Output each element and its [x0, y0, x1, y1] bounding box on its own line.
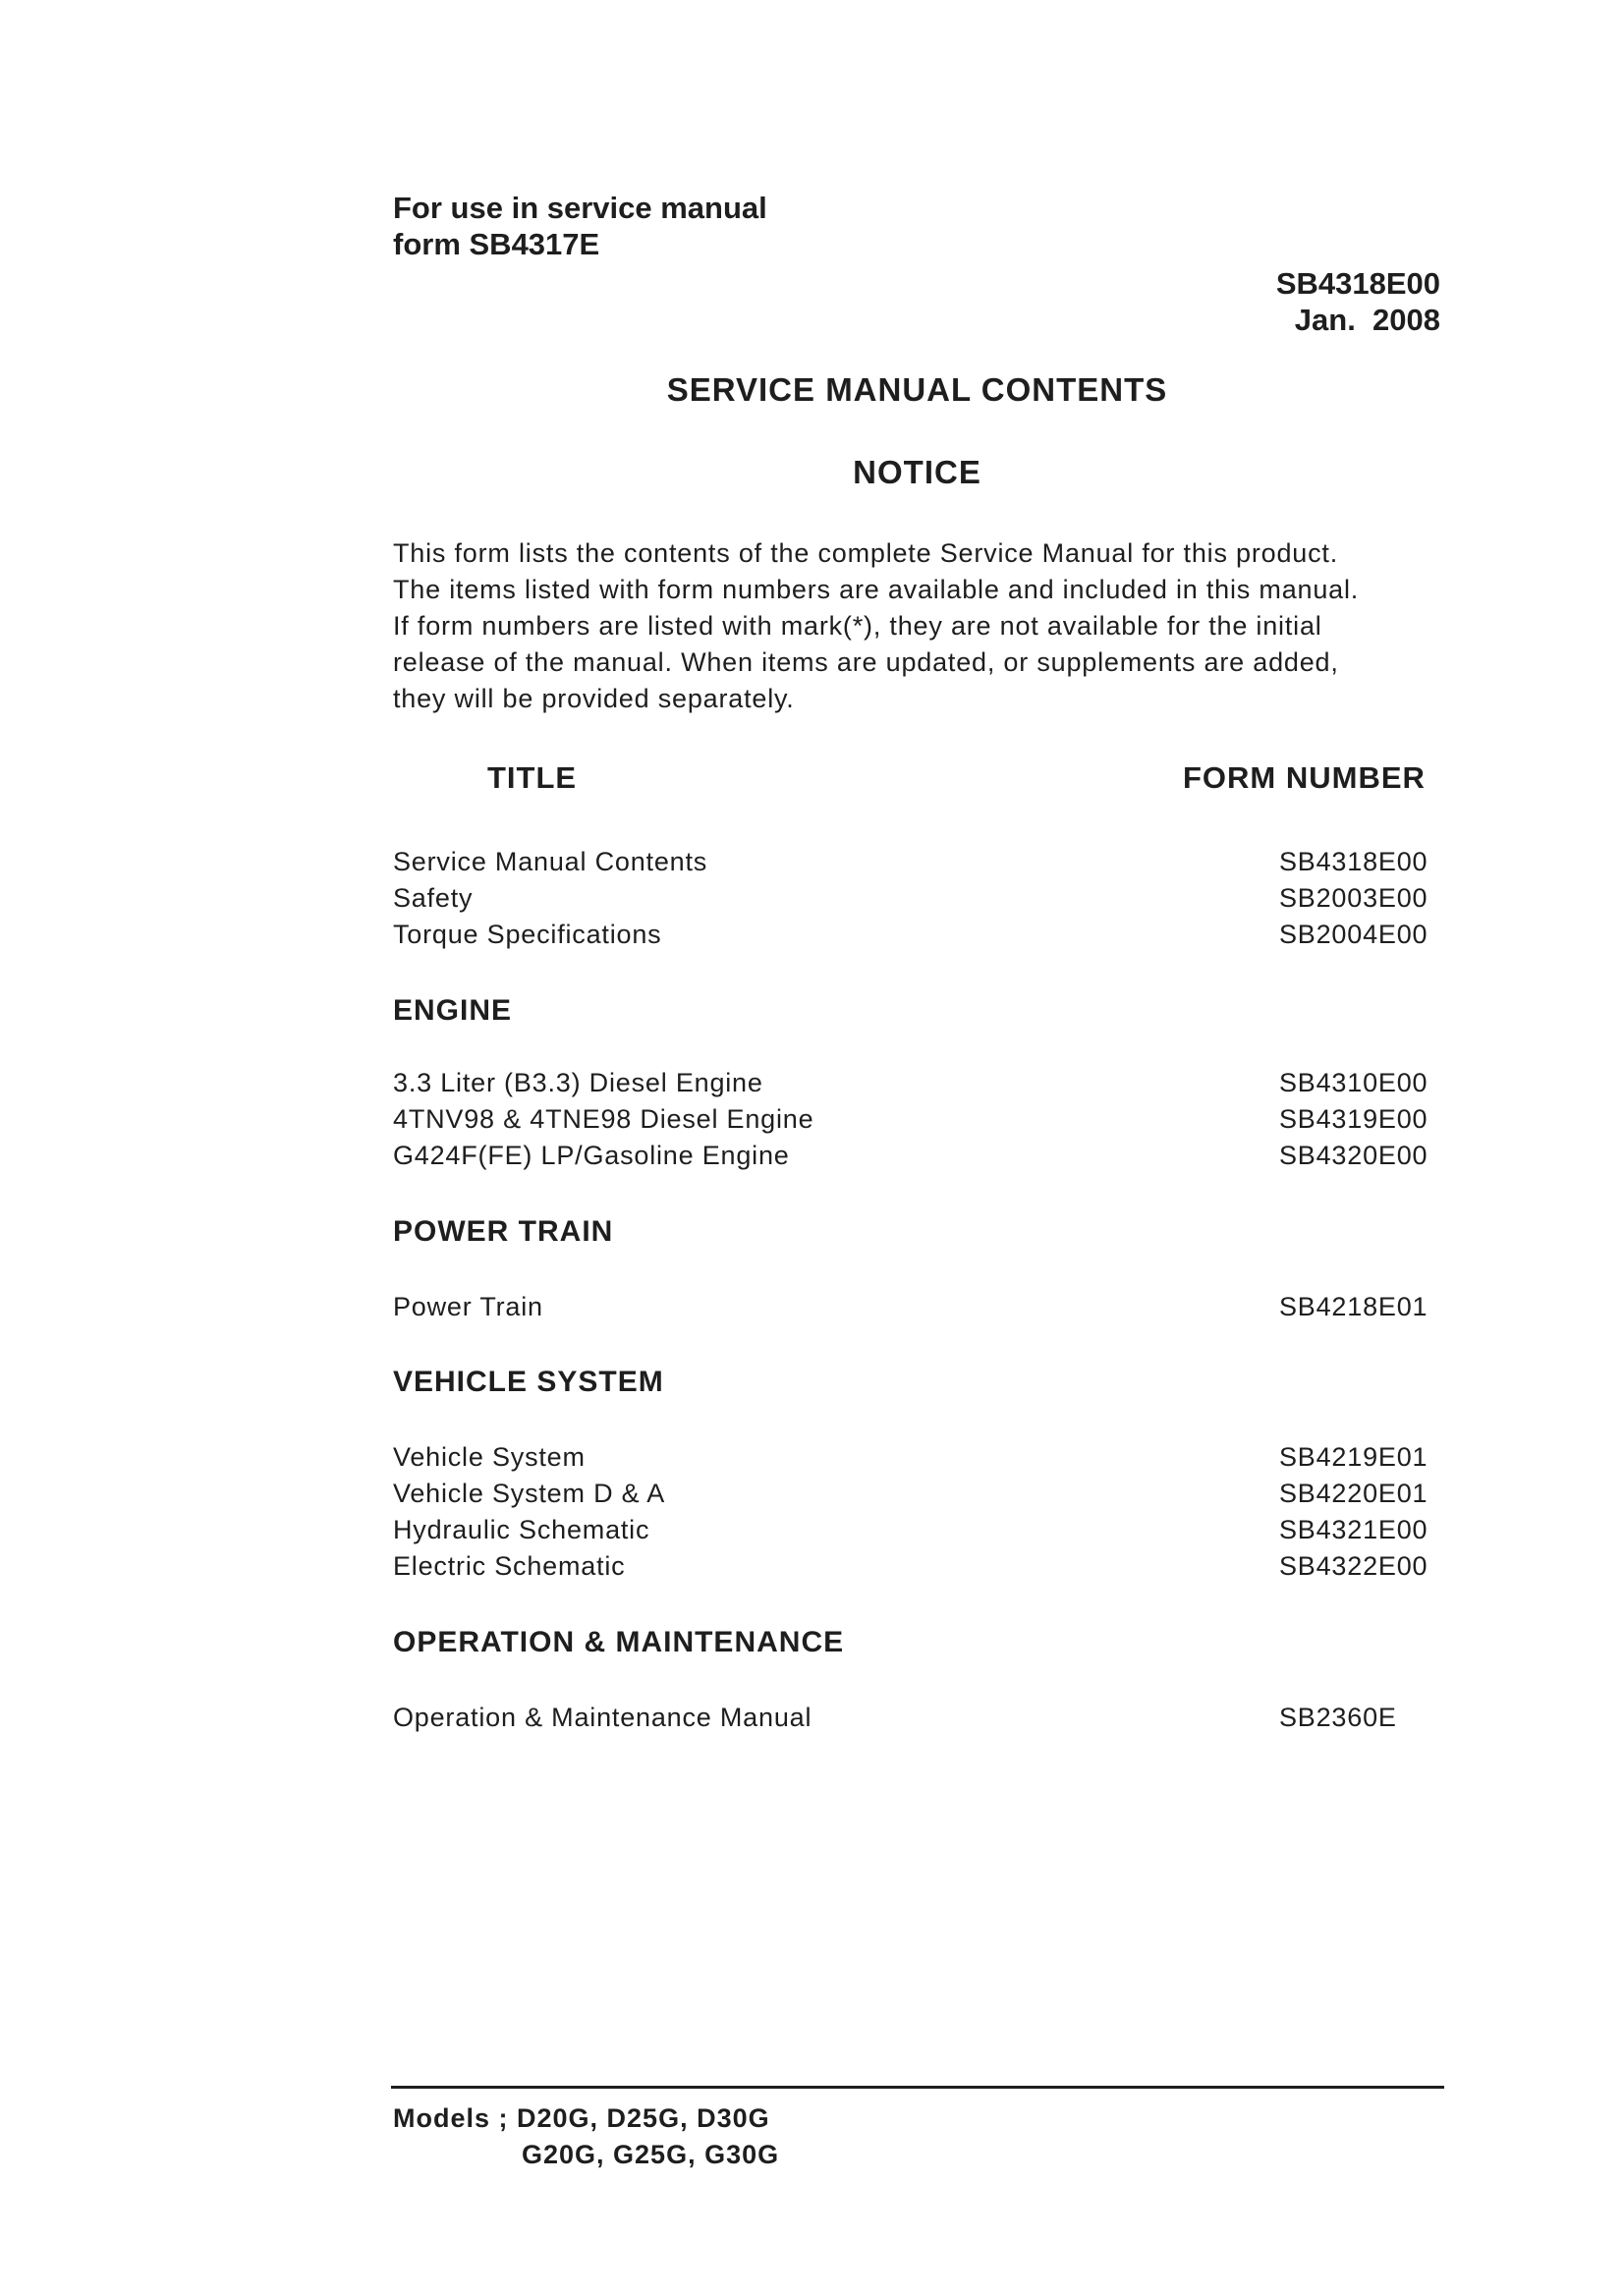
- header-line-1: For use in service manual: [393, 191, 767, 225]
- section-heading-engine: ENGINE: [393, 994, 513, 1027]
- list-item: [393, 1141, 1436, 1177]
- item-form-number: SB4310E00: [1279, 1068, 1428, 1097]
- footer-divider: [391, 2086, 1444, 2089]
- document-id-block: [1276, 265, 1440, 338]
- item-form-number: SB2360E: [1279, 1703, 1397, 1732]
- item-form-number: SB4219E01: [1279, 1442, 1428, 1472]
- notice-heading: NOTICE: [853, 454, 981, 490]
- document-date: Jan. 2008: [1294, 303, 1440, 337]
- document-number: SB4318E00: [1275, 266, 1440, 301]
- item-title: Electric Schematic: [393, 1551, 626, 1581]
- item-form-number: SB4321E00: [1279, 1515, 1428, 1544]
- notice-text: [393, 535, 1454, 717]
- notice-line: If form numbers are listed with mark(*), they are not available for the initial: [393, 611, 1322, 641]
- item-title: Vehicle System D & A: [393, 1479, 666, 1508]
- header-block: [393, 190, 767, 262]
- list-item: [393, 1292, 1436, 1328]
- notice-line: release of the manual. When items are updated, or supplements are added,: [393, 647, 1339, 677]
- item-form-number: SB4218E01: [1279, 1292, 1428, 1321]
- list-item: [393, 1515, 1436, 1551]
- models-block: [393, 2100, 779, 2173]
- item-title: Operation & Maintenance Manual: [393, 1703, 812, 1732]
- item-title: Hydraulic Schematic: [393, 1515, 650, 1544]
- page-title: SERVICE MANUAL CONTENTS: [666, 371, 1168, 408]
- list-item: [393, 1068, 1436, 1104]
- list-item: [393, 847, 1436, 883]
- header-line-2: form SB4317E: [393, 227, 600, 261]
- item-title: G424F(FE) LP/Gasoline Engine: [393, 1141, 790, 1170]
- item-form-number: SB2003E00: [1279, 883, 1428, 913]
- notice-line: This form lists the contents of the complete Service Manual for this product.: [393, 538, 1338, 568]
- item-form-number: SB4319E00: [1279, 1104, 1428, 1134]
- models-line-2: G20G, G25G, G30G: [522, 2140, 780, 2169]
- item-form-number: SB4220E01: [1279, 1479, 1428, 1508]
- section-heading-power-train: POWER TRAIN: [393, 1215, 614, 1248]
- item-title: Power Train: [393, 1292, 543, 1321]
- section-heading-operation-maintenance: OPERATION & MAINTENANCE: [393, 1626, 845, 1658]
- list-item: [393, 1551, 1436, 1588]
- item-form-number: SB4322E00: [1279, 1551, 1428, 1581]
- models-line-1: Models ; D20G, D25G, D30G: [393, 2103, 770, 2133]
- section-heading-vehicle-system: VEHICLE SYSTEM: [393, 1366, 664, 1398]
- item-title: Service Manual Contents: [393, 847, 708, 876]
- item-title: Safety: [393, 883, 474, 913]
- item-title: 3.3 Liter (B3.3) Diesel Engine: [393, 1068, 763, 1097]
- list-item: [393, 1479, 1436, 1515]
- list-item: [393, 920, 1436, 956]
- list-item: [393, 1442, 1436, 1479]
- list-item: [393, 883, 1436, 920]
- list-item: [393, 1703, 1436, 1739]
- list-item: [393, 1104, 1436, 1141]
- notice-line: they will be provided separately.: [393, 684, 795, 713]
- item-form-number: SB4320E00: [1279, 1141, 1428, 1170]
- item-title: 4TNV98 & 4TNE98 Diesel Engine: [393, 1104, 814, 1134]
- column-header-title: TITLE: [487, 760, 578, 795]
- column-header-form-number: FORM NUMBER: [1183, 760, 1426, 795]
- item-title: Torque Specifications: [393, 920, 662, 949]
- item-form-number: SB2004E00: [1279, 920, 1428, 949]
- item-title: Vehicle System: [393, 1442, 586, 1472]
- item-form-number: SB4318E00: [1279, 847, 1428, 876]
- notice-line: The items listed with form numbers are available and included in this manual.: [393, 575, 1360, 604]
